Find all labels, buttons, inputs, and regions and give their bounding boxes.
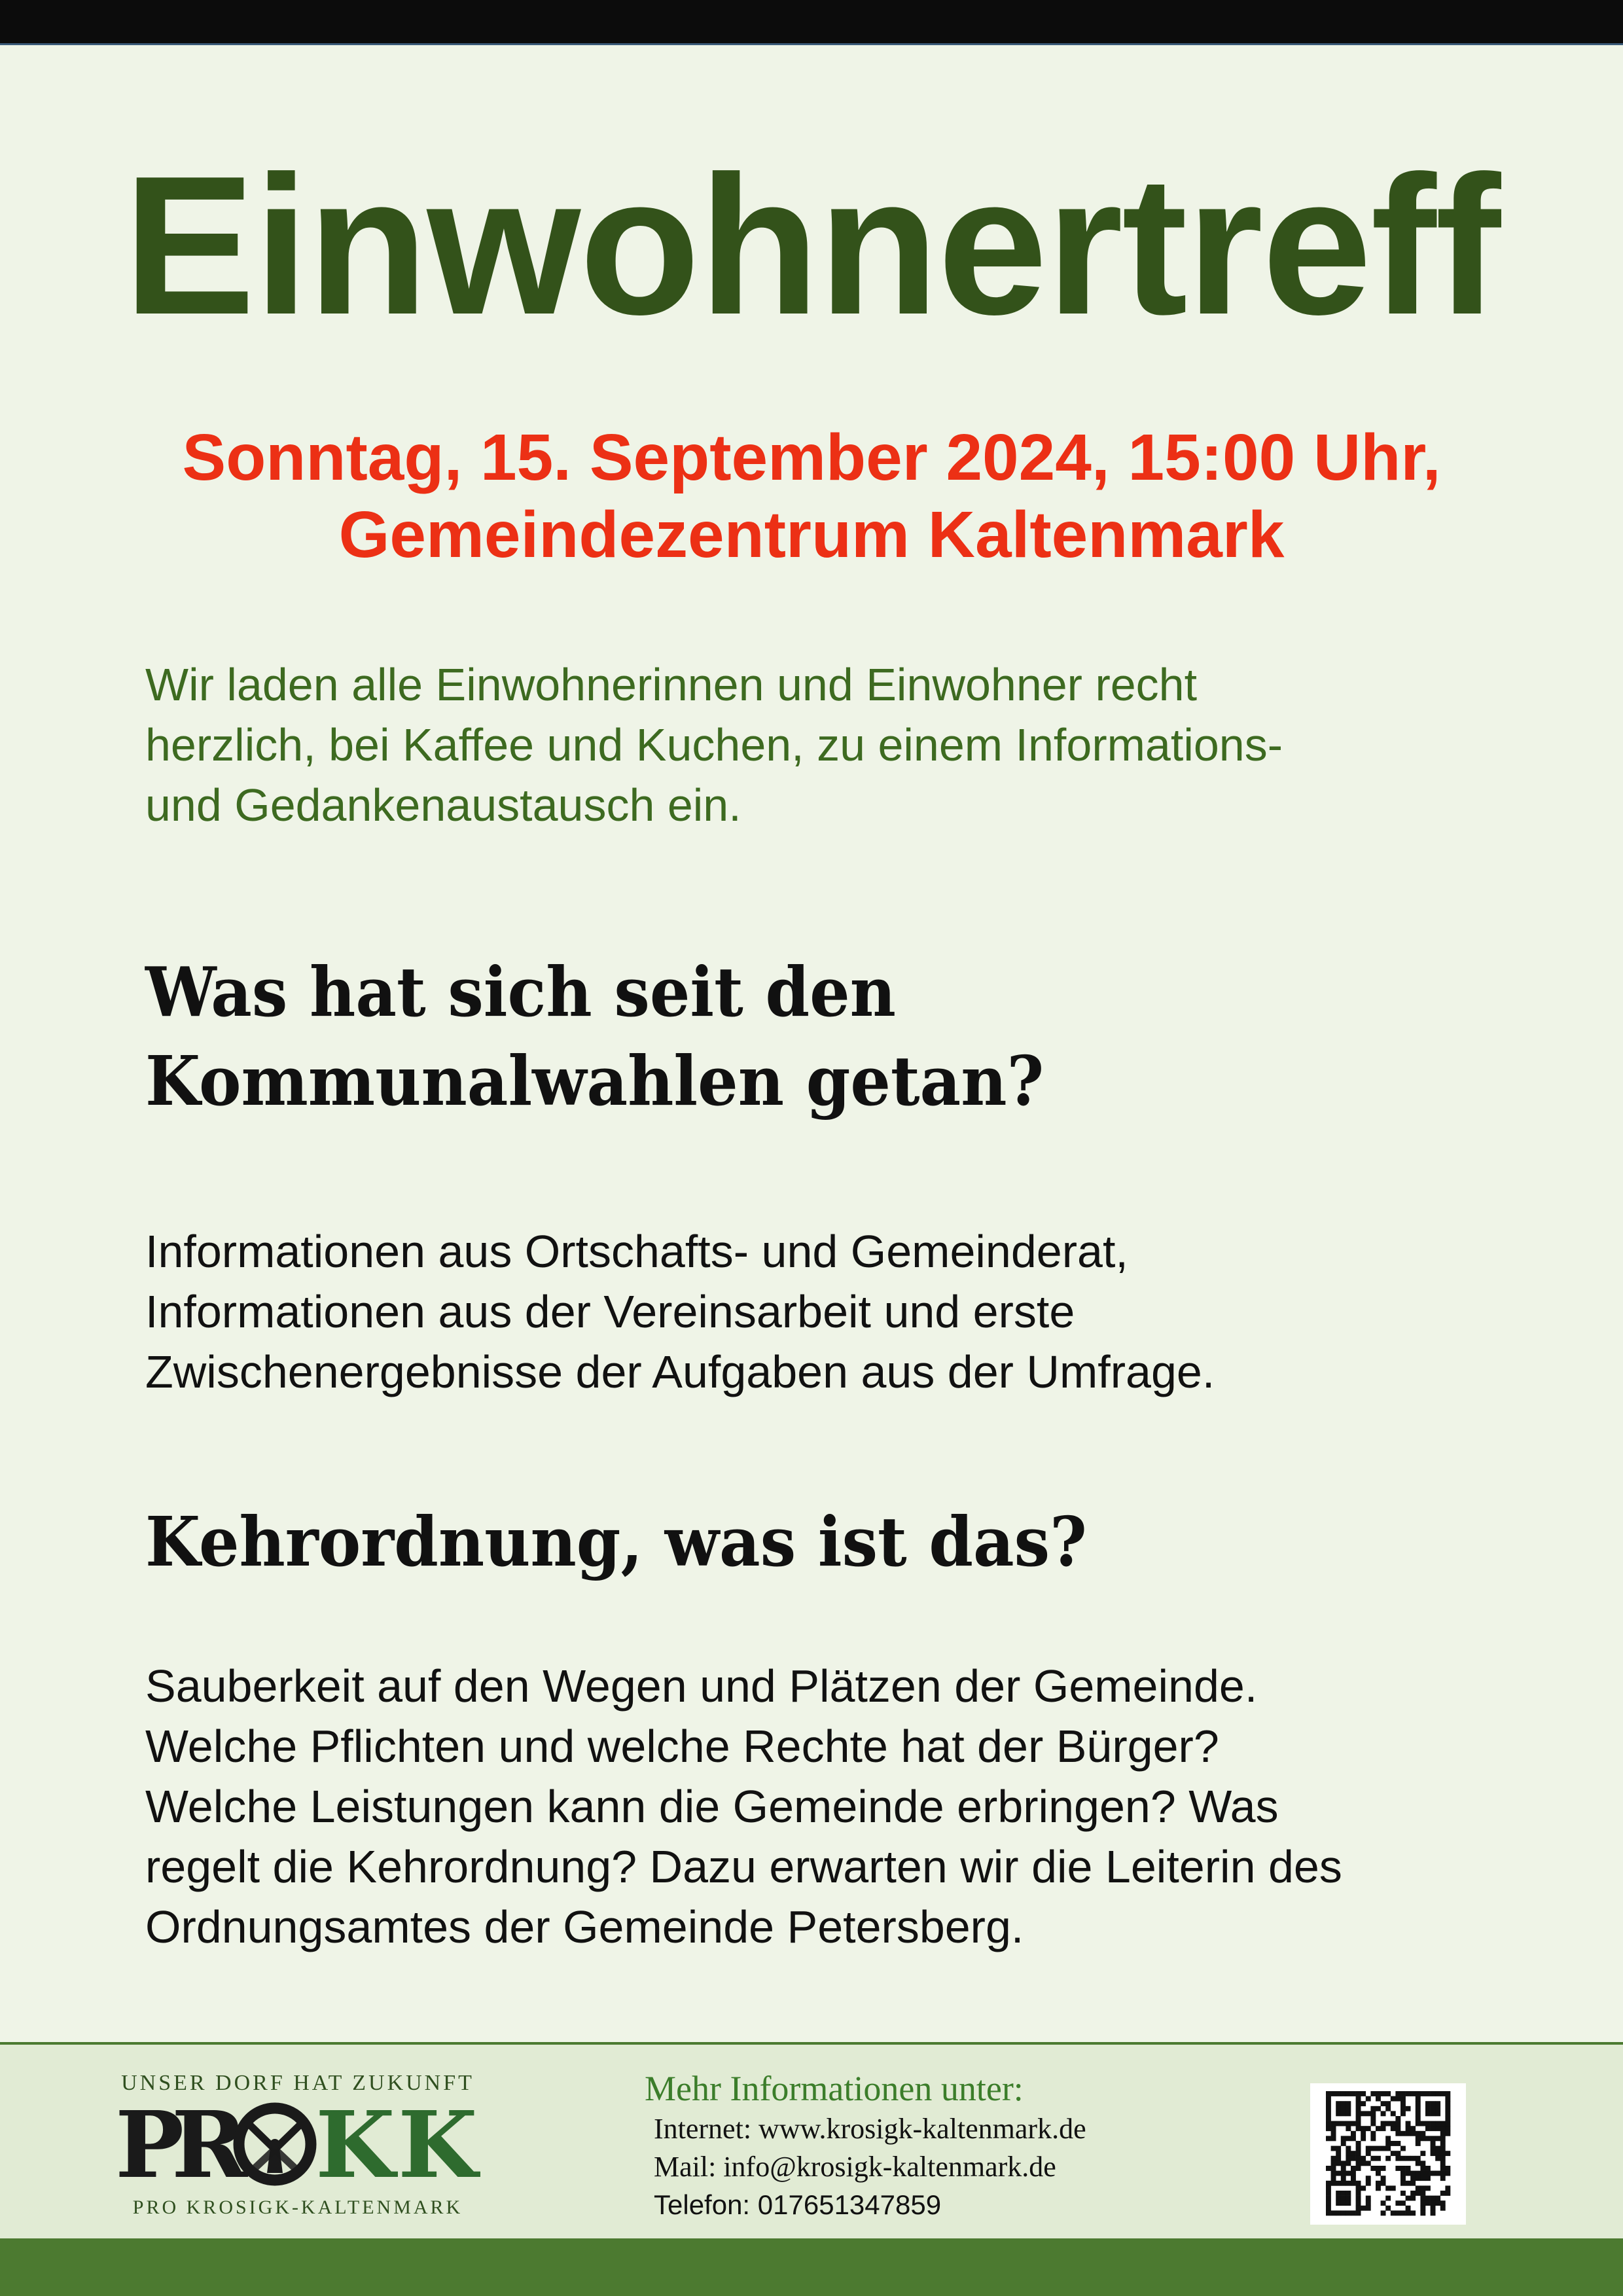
intro-line: Wir laden alle Einwohnerinnen und Einwohner recht bbox=[145, 659, 1198, 710]
section1-body bbox=[145, 1221, 1572, 1402]
contact-info bbox=[645, 2067, 1234, 2224]
svg-text:K: K bbox=[398, 2097, 478, 2189]
section1-heading-line: Was hat sich seit den bbox=[145, 952, 896, 1032]
qr-code-graphic bbox=[1310, 2083, 1466, 2225]
section2-heading: Kehrordnung, was ist das? bbox=[145, 1501, 1087, 1582]
intro-line: herzlich, bei Kaffee und Kuchen, zu einem Informations- bbox=[145, 719, 1283, 770]
poster-title: Einwohnertreff bbox=[123, 135, 1500, 355]
logo-wordmark bbox=[111, 2097, 484, 2189]
contact-phone: Telefon: 017651347859 bbox=[654, 2189, 942, 2220]
section1-body-line: Informationen aus Ortschafts- und Gemeinderat, bbox=[145, 1226, 1128, 1277]
section2-body bbox=[145, 1656, 1572, 1957]
event-date-time: Sonntag, 15. September 2024, 15:00 Uhr, bbox=[182, 421, 1441, 494]
intro-line: und Gedankenaustausch ein. bbox=[145, 780, 741, 831]
section2-body-line: Sauberkeit auf den Wegen und Plätzen der Gemeinde. bbox=[145, 1660, 1258, 1712]
event-venue: Gemeindezentrum Kaltenmark bbox=[338, 498, 1285, 571]
svg-text:R: R bbox=[171, 2097, 248, 2189]
section2-body-line: Welche Pflichten und welche Rechte hat der Bürger? bbox=[145, 1721, 1219, 1772]
event-details bbox=[0, 419, 1623, 573]
windmill-icon bbox=[239, 2108, 311, 2180]
contact-heading: Mehr Informationen unter: bbox=[645, 2069, 1024, 2108]
qr-code-icon[interactable] bbox=[1310, 2083, 1466, 2225]
logo-subline: PRO KROSIGK-KALTENMARK bbox=[132, 2197, 463, 2218]
section2-body-line: Ordnungsamtes der Gemeinde Petersberg. bbox=[145, 1901, 1024, 1952]
prokk-logo bbox=[111, 2071, 484, 2221]
section1-heading bbox=[145, 948, 1454, 1126]
top-bar-divider bbox=[0, 43, 1623, 45]
logo-tagline: UNSER DORF HAT ZUKUNFT bbox=[121, 2071, 474, 2095]
top-black-bar bbox=[0, 0, 1623, 43]
section1-heading-line: Kommunalwahlen getan? bbox=[145, 1041, 1044, 1121]
contact-mail[interactable]: Mail: info@krosigk-kaltenmark.de bbox=[654, 2151, 1056, 2183]
section1-body-line: Informationen aus der Vereinsarbeit und erste bbox=[145, 1286, 1075, 1337]
bottom-green-bar bbox=[0, 2238, 1623, 2296]
svg-text:P: P bbox=[115, 2097, 185, 2189]
intro-paragraph bbox=[145, 655, 1552, 835]
svg-text:K: K bbox=[315, 2097, 395, 2189]
section2-body-line: Welche Leistungen kann die Gemeinde erbringen? Was bbox=[145, 1781, 1279, 1832]
contact-internet[interactable]: Internet: www.krosigk-kaltenmark.de bbox=[654, 2113, 1086, 2145]
section1-body-line: Zwischenergebnisse der Aufgaben aus der Umfrage. bbox=[145, 1346, 1215, 1397]
section2-body-line: regelt die Kehrordnung? Dazu erwarten wir die Leiterin des bbox=[145, 1841, 1342, 1892]
